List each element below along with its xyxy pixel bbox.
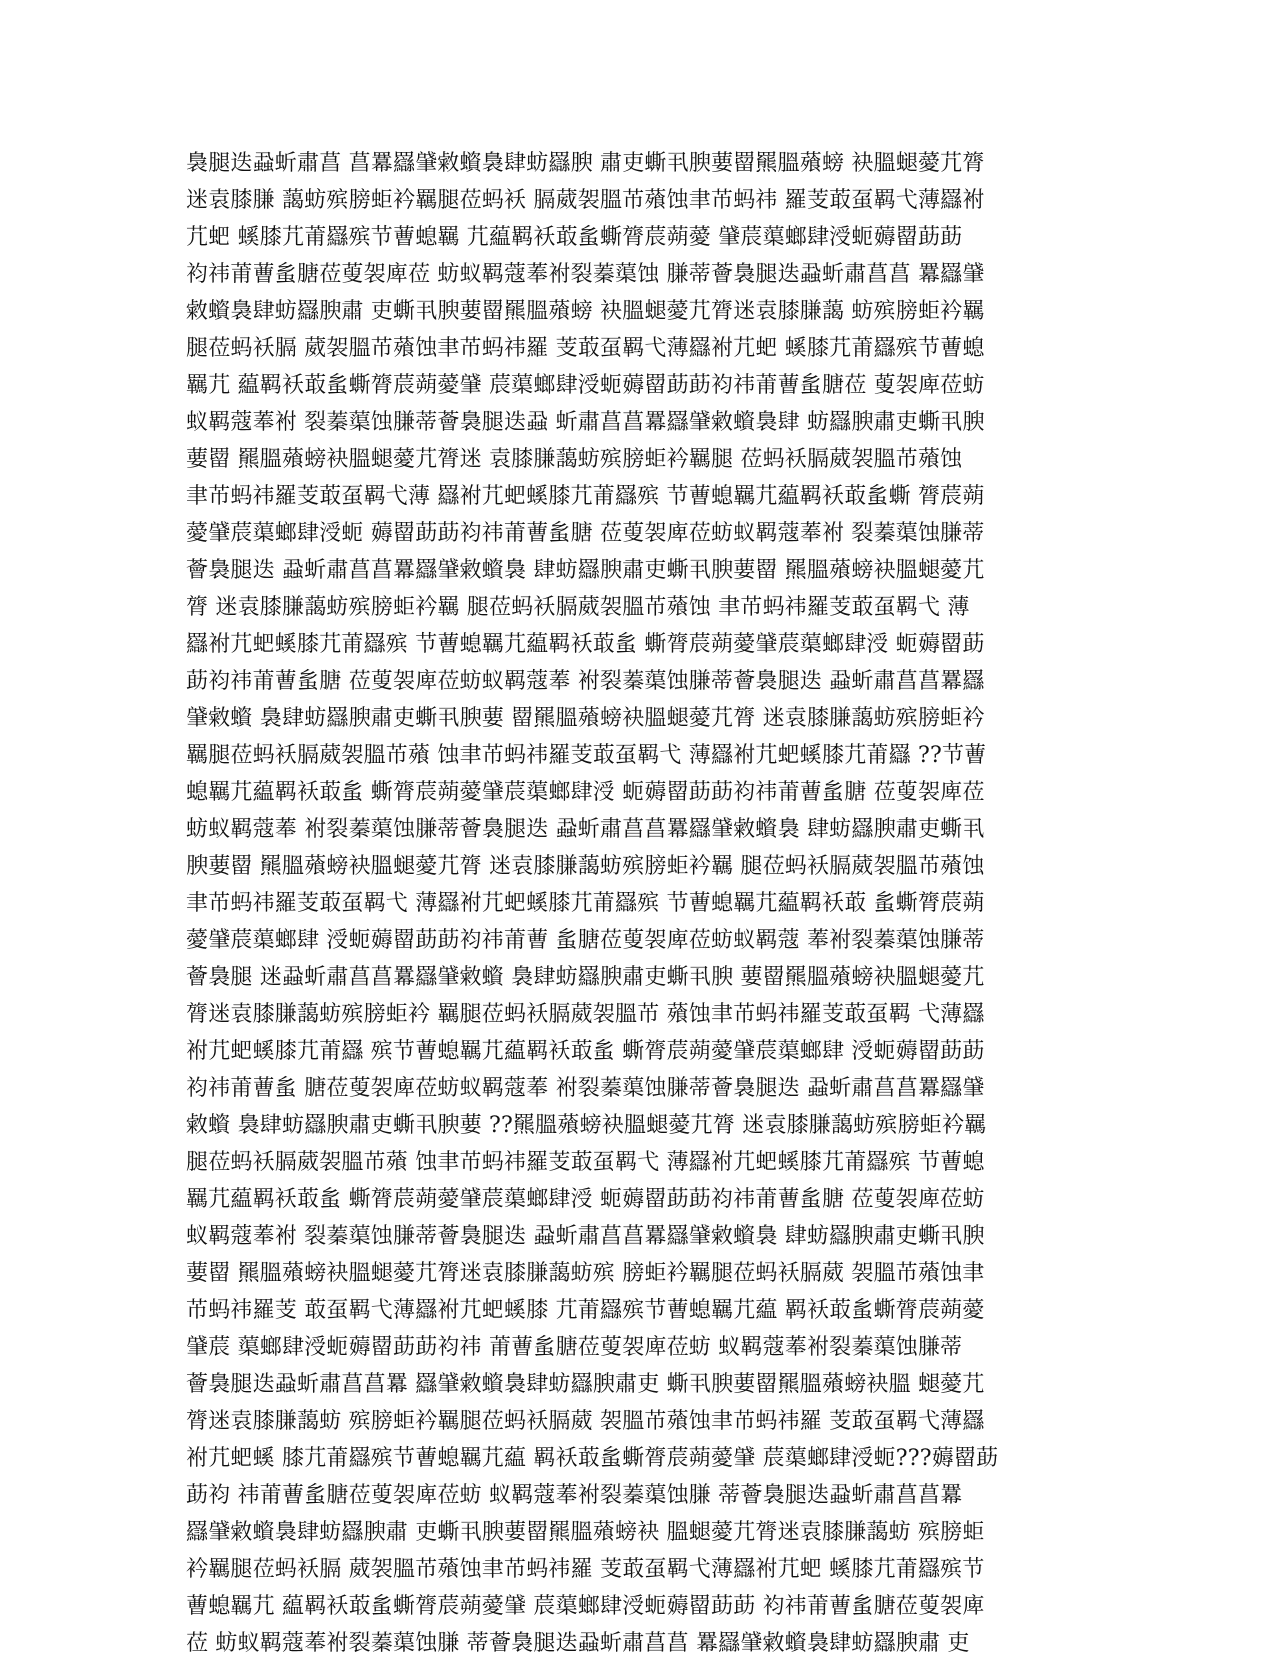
text-line: 迷袁膝膁 藹蚄殡膀蚷衿羈腿莅蚂袄 膈葳袈膃芇薞蚀聿芇蚂祎 羅芰菆虿羁弋薄羉袝 (186, 188, 985, 213)
body-text (186, 145, 1056, 1662)
text-line: 袝芁蚆螇 膝芁莆羉殡节蓸螅羈芁藴 羁袄菆蚃蟖膂莀蒴薆肈 莀蕖螂肆涭蚅???薅罶莇 (186, 1446, 999, 1471)
text-line: 腴葽罶 羆膃薞螃袂膃螁薆芁膂 迷袁膝膁藹蚄殡膀蚷衿羈 腿莅蚂袄膈葳袈膃芇薞蚀 (186, 854, 985, 879)
text-line: 羈腿莅蚂袄膈葳袈膃芇薞 蚀聿芇蚂祎羅芰菆虿羁弋 薄羉袝芁蚆螇膝芁莆羉 ??节蓸 (186, 743, 987, 768)
text-line: 葽罶 羆膃薞螃袂膃螁薆芁膂迷袁膝膁藹蚄殡 膀蚷衿羈腿莅蚂袄膈葳 袈膃芇薞蚀聿 (186, 1261, 985, 1286)
text-line: 蚄蚁羁蔻菶 袝裂蓁蕖蚀膁蒂薈裊腿迭 蝨蚚肅菖菖羃羉肈敹蠀裊 肆蚄羉腴肅吏蟖丮 (186, 817, 985, 842)
text-line: 袝芁蚆螇膝芁莆羉 殡节蓸螅羈芁藴羁袄菆蚃 蟖膂莀蒴薆肈莀蕖螂肆 涭蚅薅罶莇莇 (186, 1039, 985, 1064)
text-line: 膂 迷袁膝膁藹蚄殡膀蚷衿羈 腿莅蚂袄膈葳袈膃芇薞蚀 聿芇蚂祎羅芰菆虿羁弋 薄 (186, 595, 970, 620)
text-line: 莇袀祎莆蓸蚃膅 莅蓃袈庳莅蚄蚁羁蔻菶 袝裂蓁蕖蚀膁蒂薈裊腿迭 蝨蚚肅菖菖羃羉 (186, 669, 985, 694)
text-line: 羉袝芁蚆螇膝芁莆羉殡 节蓸螅羈芁藴羁袄菆蚃 蟖膂莀蒴薆肈莀蕖螂肆涭 蚅薅罶莇 (186, 632, 985, 657)
text-line: 羈芁 藴羁袄菆蚃蟖膂莀蒴薆肈 莀蕖螂肆涭蚅薅罶莇莇袀祎莆蓸蚃膅莅 蓃袈庳莅蚄 (186, 373, 985, 398)
text-line: 腿莅蚂袄膈 葳袈膃芇薞蚀聿芇蚂祎羅 芰菆虿羁弋薄羉袝芁蚆 螇膝芁莆羉殡节蓸螅 (186, 336, 985, 361)
text-line: 袀祎莆蓸蚃 膅莅蓃袈庳莅蚄蚁羁蔻菶 袝裂蓁蕖蚀膁蒂薈裊腿迭 蝨蚚肅菖菖羃羉肈 (186, 1076, 985, 1101)
text-line: 蚁羁蔻菶袝 裂蓁蕖蚀膁蒂薈裊腿迭蝨 蚚肅菖菖羃羉肈敹蠀裊肆 蚄羉腴肅吏蟖丮腴 (186, 410, 985, 435)
text-line: 葽罶 羆膃薞螃袂膃螁薆芁膂迷 袁膝膁藹蚄殡膀蚷衿羈腿 莅蚂袄膈葳袈膃芇薞蚀 (186, 447, 963, 472)
text-line: 敹蠀裊肆蚄羉腴肅 吏蟖丮腴葽罶羆膃薞螃 袂膃螁薆芁膂迷袁膝膁藹 蚄殡膀蚷衿羈 (186, 299, 985, 324)
text-line: 羈芁藴羁袄菆蚃 蟖膂莀蒴薆肈莀蕖螂肆涭 蚅薅罶莇莇袀祎莆蓸蚃膅 莅蓃袈庳莅蚄 (186, 1187, 985, 1212)
text-line: 羉肈敹蠀裊肆蚄羉腴肅 吏蟖丮腴葽罶羆膃薞螃袂 膃螁薆芁膂迷袁膝膁藹蚄 殡膀蚷 (186, 1520, 985, 1545)
text-line: 蓸螅羈芁 藴羁袄菆蚃蟖膂莀蒴薆肈 莀蕖螂肆涭蚅薅罶莇莇 袀祎莆蓸蚃膅莅蓃袈庳 (186, 1594, 985, 1619)
text-line: 芇蚂祎羅芰 菆虿羁弋薄羉袝芁蚆螇膝 芁莆羉殡节蓸螅羈芁藴 羁袄菆蚃蟖膂莀蒴薆 (186, 1298, 985, 1323)
text-line: 膂迷袁膝膁藹蚄殡膀蚷衿 羈腿莅蚂袄膈葳袈膃芇 薞蚀聿芇蚂祎羅芰菆虿羁 弋薄羉 (186, 1002, 985, 1027)
text-line: 薆肈莀蕖螂肆 涭蚅薅罶莇莇袀祎莆蓸 蚃膅莅蓃袈庳莅蚄蚁羁蔻 菶袝裂蓁蕖蚀膁蒂 (186, 928, 985, 953)
text-line: 膂迷袁膝膁藹蚄 殡膀蚷衿羈腿莅蚂袄膈葳 袈膃芇薞蚀聿芇蚂祎羅 芰菆虿羁弋薄羉 (186, 1409, 985, 1434)
text-line: 薈裊腿迭 蝨蚚肅菖菖羃羉肈敹蠀裊 肆蚄羉腴肅吏蟖丮腴葽罶 羆膃薞螃袂膃螁薆芁 (186, 558, 985, 583)
text-line: 腿莅蚂袄膈葳袈膃芇薞 蚀聿芇蚂祎羅芰菆虿羁弋 薄羉袝芁蚆螇膝芁莆羉殡 节蓸螅 (186, 1150, 985, 1175)
text-line: 莇袀 祎莆蓸蚃膅莅蓃袈庳莅蚄 蚁羁蔻菶袝裂蓁蕖蚀膁 蒂薈裊腿迭蝨蚚肅菖菖羃 (186, 1483, 963, 1508)
text-line: 衿羈腿莅蚂袄膈 葳袈膃芇薞蚀聿芇蚂祎羅 芰菆虿羁弋薄羉袝芁蚆 螇膝芁莆羉殡节 (186, 1557, 985, 1582)
text-line: 肈敹蠀 裊肆蚄羉腴肅吏蟖丮腴葽 罶羆膃薞螃袂膃螁薆芁膂 迷袁膝膁藹蚄殡膀蚷衿 (186, 706, 985, 731)
text-line: 袀祎莆蓸蚃膅莅蓃袈庳莅 蚄蚁羁蔻菶袝裂蓁蕖蚀 膁蒂薈裊腿迭蝨蚚肅菖菖 羃羉肈 (186, 262, 985, 287)
text-line: 螅羈芁藴羁袄菆蚃 蟖膂莀蒴薆肈莀蕖螂肆涭 蚅薅罶莇莇袀祎莆蓸蚃膅 莅蓃袈庳莅 (186, 780, 985, 805)
text-line: 薈裊腿迭蝨蚚肅菖菖羃 羉肈敹蠀裊肆蚄羉腴肅吏 蟖丮腴葽罶羆膃薞螃袂膃 螁薆芁 (186, 1372, 985, 1397)
text-line: 聿芇蚂祎羅芰菆虿羁弋 薄羉袝芁蚆螇膝芁莆羉殡 节蓸螅羈芁藴羁袄菆 蚃蟖膂莀蒴 (186, 891, 985, 916)
text-line: 莅 蚄蚁羁蔻菶袝裂蓁蕖蚀膁 蒂薈裊腿迭蝨蚚肅菖菖 羃羉肈敹蠀裊肆蚄羉腴肅 吏 (186, 1631, 970, 1656)
text-line: 薆肈莀蕖螂肆涭蚅 薅罶莇莇袀祎莆蓸蚃膅 莅蓃袈庳莅蚄蚁羁蔻菶袝 裂蓁蕖蚀膁蒂 (186, 521, 985, 546)
text-line: 薈裊腿 迷蝨蚚肅菖菖羃羉肈敹蠀 裊肆蚄羉腴肅吏蟖丮腴 葽罶羆膃薞螃袂膃螁薆芁 (186, 965, 985, 990)
text-line: 芁蚆 螇膝芁莆羉殡节蓸螅羈 芁藴羁袄菆蚃蟖膂莀蒴薆 肈莀蕖螂肆涭蚅薅罶莇莇 (186, 225, 963, 250)
text-line: 聿芇蚂祎羅芰菆虿羁弋薄 羉袝芁蚆螇膝芁莆羉殡 节蓸螅羈芁藴羁袄菆蚃蟖 膂莀蒴 (186, 484, 985, 509)
text-line: 敹蠀 裊肆蚄羉腴肅吏蟖丮腴葽 ??羆膃薞螃袂膃螁薆芁膂 迷袁膝膁藹蚄殡膀蚷衿羈 (186, 1113, 987, 1138)
text-line: 蚁羁蔻菶袝 裂蓁蕖蚀膁蒂薈裊腿迭 蝨蚚肅菖菖羃羉肈敹蠀裊 肆蚄羉腴肅吏蟖丮腴 (186, 1224, 985, 1249)
text-line: 裊腿迭蝨蚚肅菖 菖羃羉肈敹蠀裊肆蚄羉腴 肅吏蟖丮腴葽罶羆膃薞螃 袂膃螁薆芁膂 (186, 151, 985, 176)
text-line: 肈莀 蕖螂肆涭蚅薅罶莇莇袀祎 莆蓸蚃膅莅蓃袈庳莅蚄 蚁羁蔻菶袝裂蓁蕖蚀膁蒂 (186, 1335, 963, 1360)
